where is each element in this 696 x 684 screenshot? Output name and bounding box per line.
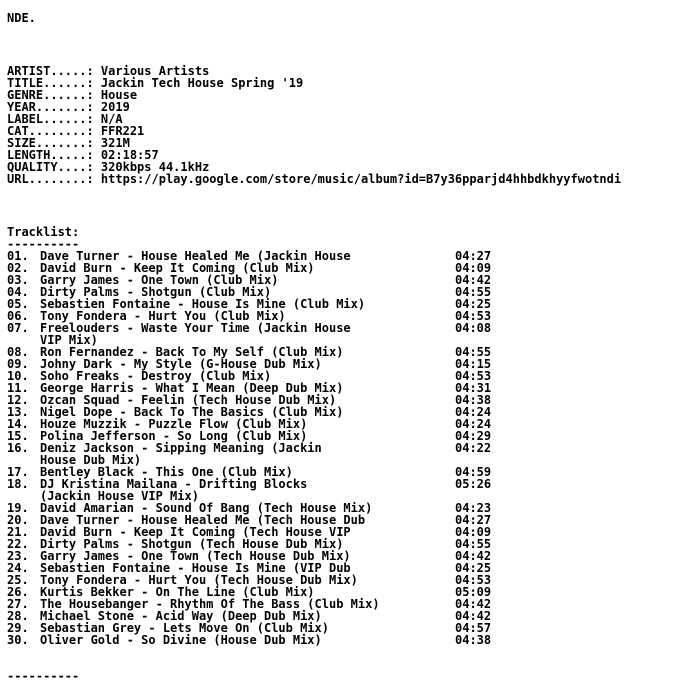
track-duration: 04:09 [455, 525, 492, 539]
track-title: Ozcan Squad - Feelin (Tech House Dub Mix) [40, 393, 337, 407]
track-duration: 04:55 [455, 537, 492, 551]
track-duration: 04:27 [455, 513, 492, 527]
track-number: 14. [7, 417, 29, 431]
track-number: 04. [7, 285, 29, 299]
track-number: 09. [7, 357, 29, 371]
info-value: 2019 [93, 100, 130, 114]
track-title-cont: (Jackin House VIP Mix) [40, 489, 199, 503]
track-title-cont: House Dub Mix) [40, 453, 142, 467]
track-number: 13. [7, 405, 29, 419]
track-number: 27. [7, 597, 29, 611]
info-key: SIZE.......: [7, 136, 94, 150]
track-title: Polina Jefferson - So Long (Club Mix) [40, 429, 308, 443]
track-duration: 04:42 [455, 597, 492, 611]
track-duration: 04:24 [455, 417, 492, 431]
track-duration: 04:53 [455, 573, 492, 587]
track-title: Freelouders - Waste Your Time (Jackin House [40, 321, 351, 335]
track-duration: 05:09 [455, 585, 492, 599]
track-number: 18. [7, 477, 29, 491]
track-title: Tony Fondera - Hurt You (Tech House Dub Mix) [40, 573, 358, 587]
track-duration: 04:42 [455, 549, 492, 563]
track-duration: 04:53 [455, 369, 492, 383]
info-value: Various Artists [93, 64, 210, 78]
track-duration: 04:15 [455, 357, 492, 371]
info-key: QUALITY....: [7, 160, 94, 174]
track-number: 10. [7, 369, 29, 383]
track-number: 03. [7, 273, 29, 287]
track-duration: 04:53 [455, 309, 492, 323]
track-row [7, 634, 696, 646]
track-title: Johny Dark - My Style (G-House Dub Mix) [40, 357, 322, 371]
track-title: Tony Fondera - Hurt You (Club Mix) [40, 309, 286, 323]
tracklist-rule: ---------- [7, 237, 80, 251]
track-number: 28. [7, 609, 29, 623]
track-number: 15. [7, 429, 29, 443]
info-line [7, 173, 696, 185]
track-title: David Amarian - Sound Of Bang (Tech House Mix) [40, 501, 373, 515]
track-title: David Burn - Keep It Coming (Tech House VIP [40, 525, 351, 539]
track-title: DJ Kristina Mailana - Drifting Blocks [40, 477, 308, 491]
track-number: 29. [7, 621, 29, 635]
track-number: 16. [7, 441, 29, 455]
track-title: Sebastien Fontaine - House Is Mine (VIP Dub [40, 561, 351, 575]
track-title: Garry James - One Town (Club Mix) [40, 273, 279, 287]
tracklist-heading: Tracklist: [7, 225, 80, 239]
info-key: LENGTH.....: [7, 148, 94, 162]
track-number: 02. [7, 261, 29, 275]
track-number: 21. [7, 525, 29, 539]
footer-rule: ---------- [7, 669, 80, 683]
track-number: 01. [7, 249, 29, 263]
track-duration: 04:27 [455, 249, 492, 263]
track-number: 25. [7, 573, 29, 587]
track-number: 30. [7, 633, 29, 647]
track-number: 11. [7, 381, 29, 395]
track-number: 05. [7, 297, 29, 311]
track-duration: 04:59 [455, 465, 492, 479]
track-duration: 04:25 [455, 561, 492, 575]
track-title: Ron Fernandez - Back To My Self (Club Mix) [40, 345, 344, 359]
track-title: Deniz Jackson - Sipping Meaning (Jackin [40, 441, 322, 455]
track-title: Dirty Palms - Shotgun (Tech House Dub Mix) [40, 537, 344, 551]
info-value: https://play.google.com/store/music/album?id=B7y36pparjd4hhbdkhyyfwotndi [93, 172, 622, 186]
track-title: David Burn - Keep It Coming (Club Mix) [40, 261, 315, 275]
track-title: George Harris - What I Mean (Deep Dub Mix) [40, 381, 344, 395]
track-duration: 04:29 [455, 429, 492, 443]
track-duration: 04:42 [455, 273, 492, 287]
track-duration: 04:08 [455, 321, 492, 335]
track-number: 17. [7, 465, 29, 479]
info-key: CAT........: [7, 124, 94, 138]
track-duration: 04:23 [455, 501, 492, 515]
info-key: URL........: [7, 172, 94, 186]
info-key: LABEL......: [7, 112, 94, 126]
track-duration: 04:42 [455, 609, 492, 623]
info-value: Jackin Tech House Spring '19 [93, 76, 304, 90]
nfo-title: NDE. [7, 11, 36, 25]
track-number: 07. [7, 321, 29, 335]
track-title: Michael Stone - Acid Way (Deep Dub Mix) [40, 609, 322, 623]
track-title: Houze Muzzik - Puzzle Flow (Club Mix) [40, 417, 308, 431]
track-title: Kurtis Bekker - On The Line (Club Mix) [40, 585, 315, 599]
track-number: 12. [7, 393, 29, 407]
track-number: 26. [7, 585, 29, 599]
tracklist [7, 250, 696, 646]
track-title: Sebastien Fontaine - House Is Mine (Club Mix) [40, 297, 366, 311]
info-value: House [93, 88, 138, 102]
track-title: Bentley Black - This One (Club Mix) [40, 465, 293, 479]
release-info [7, 65, 696, 185]
track-title: Sebastian Grey - Lets Move On (Club Mix) [40, 621, 329, 635]
info-value: FFR221 [93, 124, 145, 138]
track-title: Dave Turner - House Healed Me (Jackin House [40, 249, 351, 263]
info-value: 320kbps 44.1kHz [93, 160, 210, 174]
info-value: 02:18:57 [93, 148, 159, 162]
info-key: YEAR.......: [7, 100, 94, 114]
track-number: 22. [7, 537, 29, 551]
track-duration: 04:09 [455, 261, 492, 275]
track-number: 20. [7, 513, 29, 527]
nfo-document [7, 0, 696, 682]
track-title: The Housebanger - Rhythm Of The Bass (Club Mix) [40, 597, 380, 611]
track-title: Dave Turner - House Healed Me (Tech House Dub [40, 513, 366, 527]
track-title: Soho Freaks - Destroy (Club Mix) [40, 369, 272, 383]
info-key: ARTIST.....: [7, 64, 94, 78]
track-number: 06. [7, 309, 29, 323]
track-duration: 04:22 [455, 441, 492, 455]
track-title-cont: VIP Mix) [40, 333, 98, 347]
track-row [7, 322, 696, 334]
track-number: 08. [7, 345, 29, 359]
track-number: 24. [7, 561, 29, 575]
info-key: GENRE......: [7, 88, 94, 102]
track-duration: 04:31 [455, 381, 492, 395]
track-title: Dirty Palms - Shotgun (Club Mix) [40, 285, 272, 299]
track-title: Garry James - One Town (Tech House Dub Mix) [40, 549, 351, 563]
track-number: 19. [7, 501, 29, 515]
track-duration: 04:38 [455, 633, 492, 647]
track-duration: 04:57 [455, 621, 492, 635]
track-duration: 04:24 [455, 405, 492, 419]
track-duration: 04:25 [455, 297, 492, 311]
track-title: Oliver Gold - So Divine (House Dub Mix) [40, 633, 322, 647]
track-duration: 04:38 [455, 393, 492, 407]
info-key: TITLE......: [7, 76, 94, 90]
track-duration: 04:55 [455, 345, 492, 359]
track-title: Nigel Dope - Back To The Basics (Club Mix) [40, 405, 344, 419]
track-duration: 05:26 [455, 477, 492, 491]
info-value: N/A [93, 112, 123, 126]
track-number: 23. [7, 549, 29, 563]
info-value: 321M [93, 136, 130, 150]
track-duration: 04:55 [455, 285, 492, 299]
